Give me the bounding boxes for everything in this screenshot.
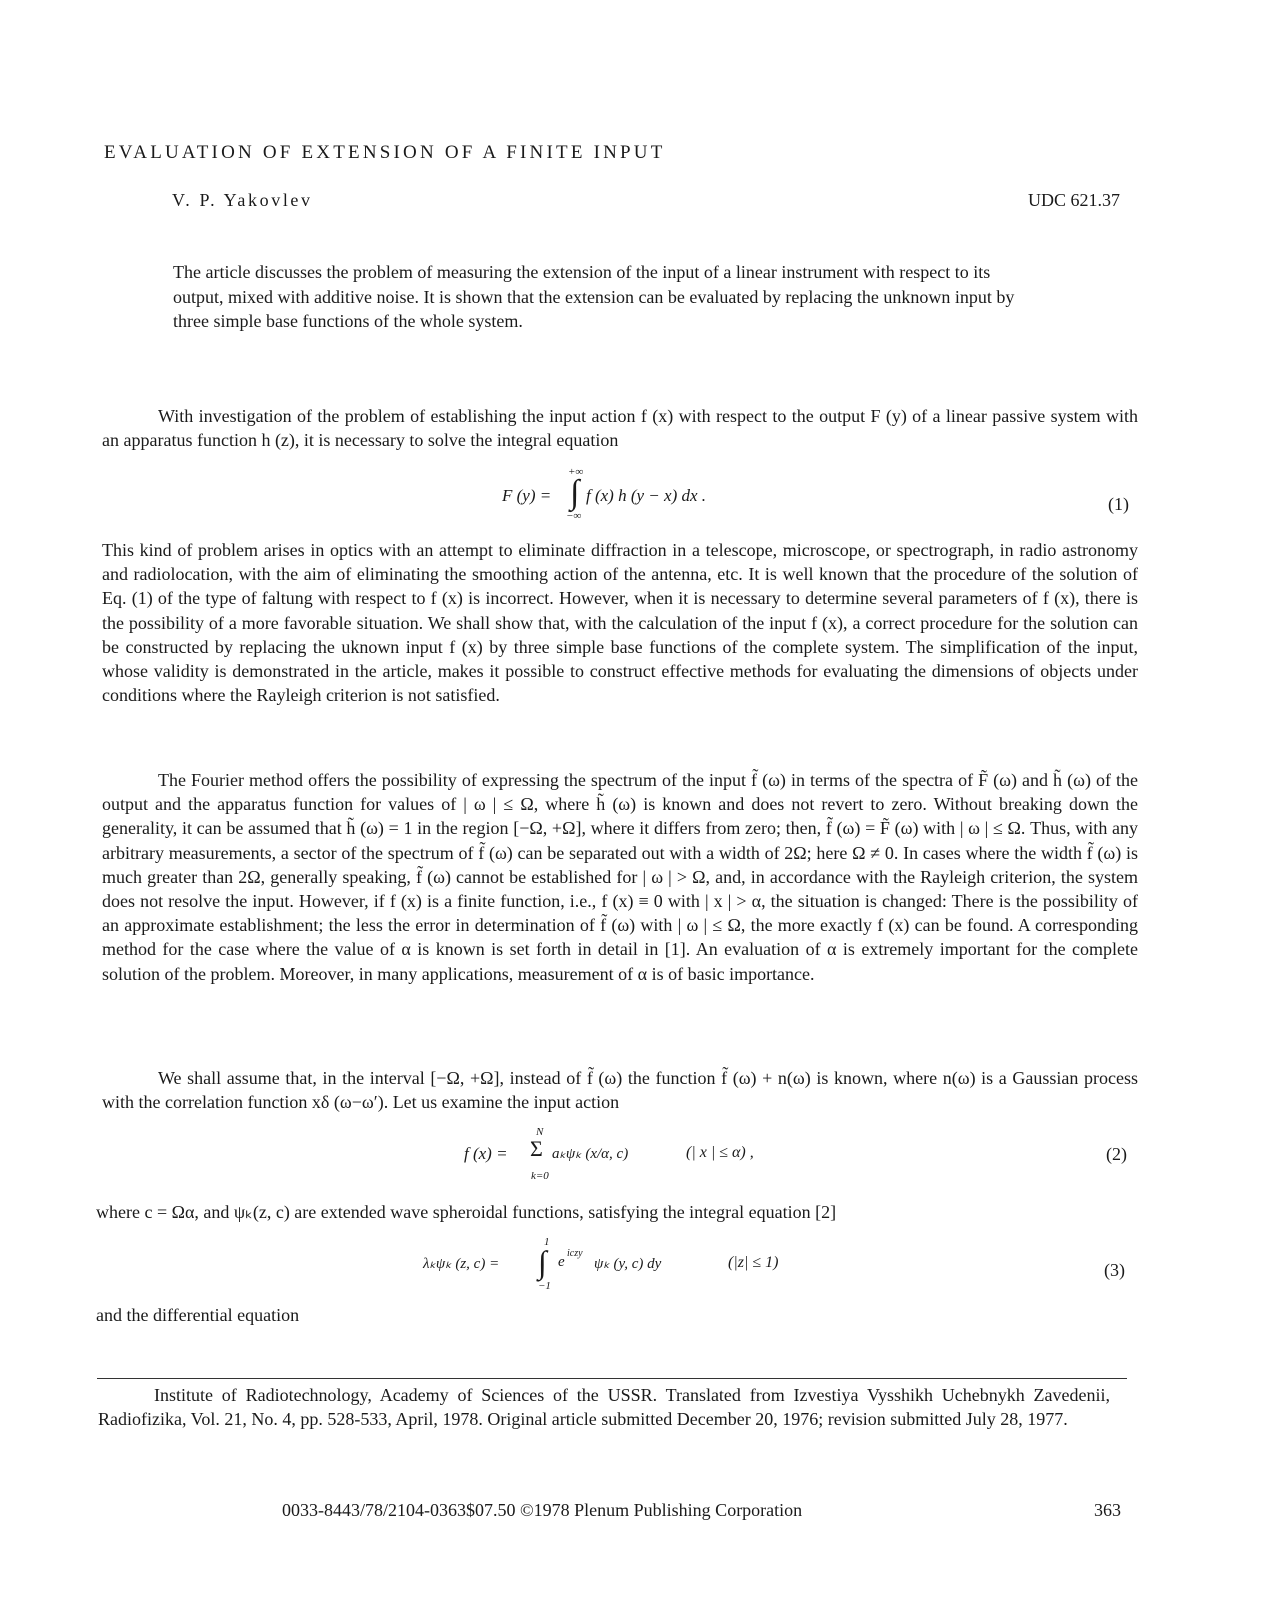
paragraph-5-text: where c = Ωα, and ψₖ(z, c) are extended wave spheroidal functions, satisfying the integral equation [2] bbox=[96, 1202, 837, 1222]
author-name: V. P. Yakovlev bbox=[172, 190, 313, 210]
equation-3 bbox=[0, 1236, 1261, 1300]
equation-3-lower-limit: −1 bbox=[538, 1280, 551, 1292]
equation-1-rhs: f (x) h (y − x) dx . bbox=[586, 486, 707, 505]
paragraph-6: and the differential equation bbox=[96, 1305, 300, 1325]
equation-2-upper-limit: N bbox=[536, 1126, 544, 1138]
paragraph-5 bbox=[96, 1200, 1138, 1224]
footnote bbox=[98, 1383, 1110, 1431]
equation-1-lower-limit: −∞ bbox=[566, 510, 582, 522]
equation-2-condition: (| x | ≤ α) , bbox=[686, 1144, 754, 1161]
equation-3-exponent: iczy bbox=[567, 1248, 583, 1259]
equation-2-number: (2) bbox=[1106, 1144, 1127, 1164]
udc-code: UDC 621.37 bbox=[1028, 190, 1121, 210]
equation-2 bbox=[0, 1126, 1261, 1188]
equation-2-lower-limit: k=0 bbox=[531, 1170, 549, 1182]
abstract: The article discusses the problem of measuring the extension of the input of a linear instrument with respect to its output, mixed with additive noise. It is shown that the extension can be evaluated by replacing the unknown input by three simple base functions of the whole system. bbox=[173, 262, 1015, 331]
article-title: EVALUATION OF EXTENSION OF A FINITE INPUT bbox=[104, 142, 666, 163]
footnote-text: Institute of Radiotechnology, Academy of Sciences of the USSR. Translated from Izvestiya Vysshikh Uchebnykh Zavedenii, Radiofizika, Vol. 21, No. 4, pp. 528-533, April, 1978. Original article submitted December 20, 1976; revision submitted July 28, 1977. bbox=[98, 1385, 1110, 1429]
paragraph-4-text: We shall assume that, in the interval [−Ω, +Ω], instead of f̃ (ω) the function f̃ (ω) + n(ω) is known, where n(ω) is a Gaussian process with the correlation function xδ (ω−ω′). Let us examine the input action bbox=[102, 1068, 1138, 1113]
paragraph-2 bbox=[102, 538, 1138, 707]
paragraph-4 bbox=[102, 1066, 1138, 1114]
copyright-line: 0033-8443/78/2104-0363$07.50 ©1978 Plenum Publishing Corporation bbox=[282, 1500, 803, 1520]
equation-2-lhs: f (x) = bbox=[464, 1144, 508, 1163]
equation-1-upper-limit: +∞ bbox=[568, 466, 584, 478]
paragraph-2-text: This kind of problem arises in optics with an attempt to eliminate diffraction in a telescope, microscope, or spectrograph, in radio astronomy and radiolocation, with the aim of eliminating the smoothing action of the antenna, etc. It is well known that the procedure of the solution of Eq. (1) of the type of faltung with respect to f (x) is incorrect. However, when it is necessary to determine several parameters of f (x), there is the possibility of a more favorable situation. We shall show that, with the calculation of the input f (x), a correct procedure for the solution can be constructed by replacing the uknown input f (x) by three simple base functions of the complete system. The simplification of the input, whose validity is demonstrated in the article, makes it possible to construct effective methods for evaluating the dimensions of objects under conditions where the Rayleigh criterion is not satisfied. bbox=[102, 540, 1138, 706]
equation-1-lhs: F (y) = bbox=[502, 486, 552, 505]
footnote-divider bbox=[97, 1378, 1127, 1379]
equation-3-number: (3) bbox=[1104, 1260, 1125, 1280]
equation-2-rhs: aₖψₖ (x/α, c) bbox=[552, 1146, 629, 1162]
paragraph-1-text: With investigation of the problem of establishing the input action f (x) with respect to the output F (y) of a linear passive system with an apparatus function h (z), it is necessary to solve the integral equation bbox=[102, 406, 1138, 451]
paragraph-3 bbox=[102, 768, 1138, 986]
summation-sign: Σ bbox=[530, 1136, 543, 1161]
paragraph-3-text: The Fourier method offers the possibility of expressing the spectrum of the input f̃ (ω) in terms of the spectra of F̃ (ω) and h̃ (ω) of the output and the apparatus function for values of | ω | ≤ Ω, where h̃ (ω) is known and does not revert to zero. Without breaking down the generality, it can be assumed that h̃ (ω) = 1 in the region [−Ω, +Ω], where it differs from zero; then, f̃ (ω) = F̃ (ω) with | ω | ≤ Ω. Thus, with any arbitrary measurements, a sector of the spectrum of f̃ (ω) can be separated out with a width of 2Ω; here Ω ≠ 0. In cases where the width f̃ (ω) is much greater than 2Ω, generally speaking, f̃ (ω) cannot be established for | ω | > Ω, and, in accordance with the Rayleigh criterion, the system does not resolve the input. However, if f (x) is a finite function, i.e., f (x) ≡ 0 with | x | > α, the situation is changed: There is the possibility of an approximate establishment; the less the error in determination of f̃ (ω) with | ω | ≤ Ω, the more exactly f (x) can be found. A corresponding method for the case where the value of α is known is set forth in detail in [1]. An evaluation of α is extremely important for the complete solution of the problem. Moreover, in many applications, measurement of α is of basic importance. bbox=[102, 770, 1138, 984]
equation-3-upper-limit: 1 bbox=[544, 1236, 550, 1248]
equation-3-condition: (|z| ≤ 1) bbox=[728, 1254, 779, 1271]
integral-sign: ∫ bbox=[538, 1244, 547, 1280]
integral-sign: ∫ bbox=[570, 474, 580, 511]
paragraph-1 bbox=[102, 404, 1138, 452]
page-number: 363 bbox=[1094, 1500, 1121, 1520]
equation-1-number: (1) bbox=[1108, 494, 1129, 514]
equation-1 bbox=[0, 466, 1261, 528]
equation-3-rhs: ψₖ (y, c) dy bbox=[594, 1256, 662, 1272]
equation-3-lhs: λₖψₖ (z, c) = bbox=[423, 1256, 500, 1272]
equation-3-exp-base: e bbox=[558, 1254, 565, 1270]
